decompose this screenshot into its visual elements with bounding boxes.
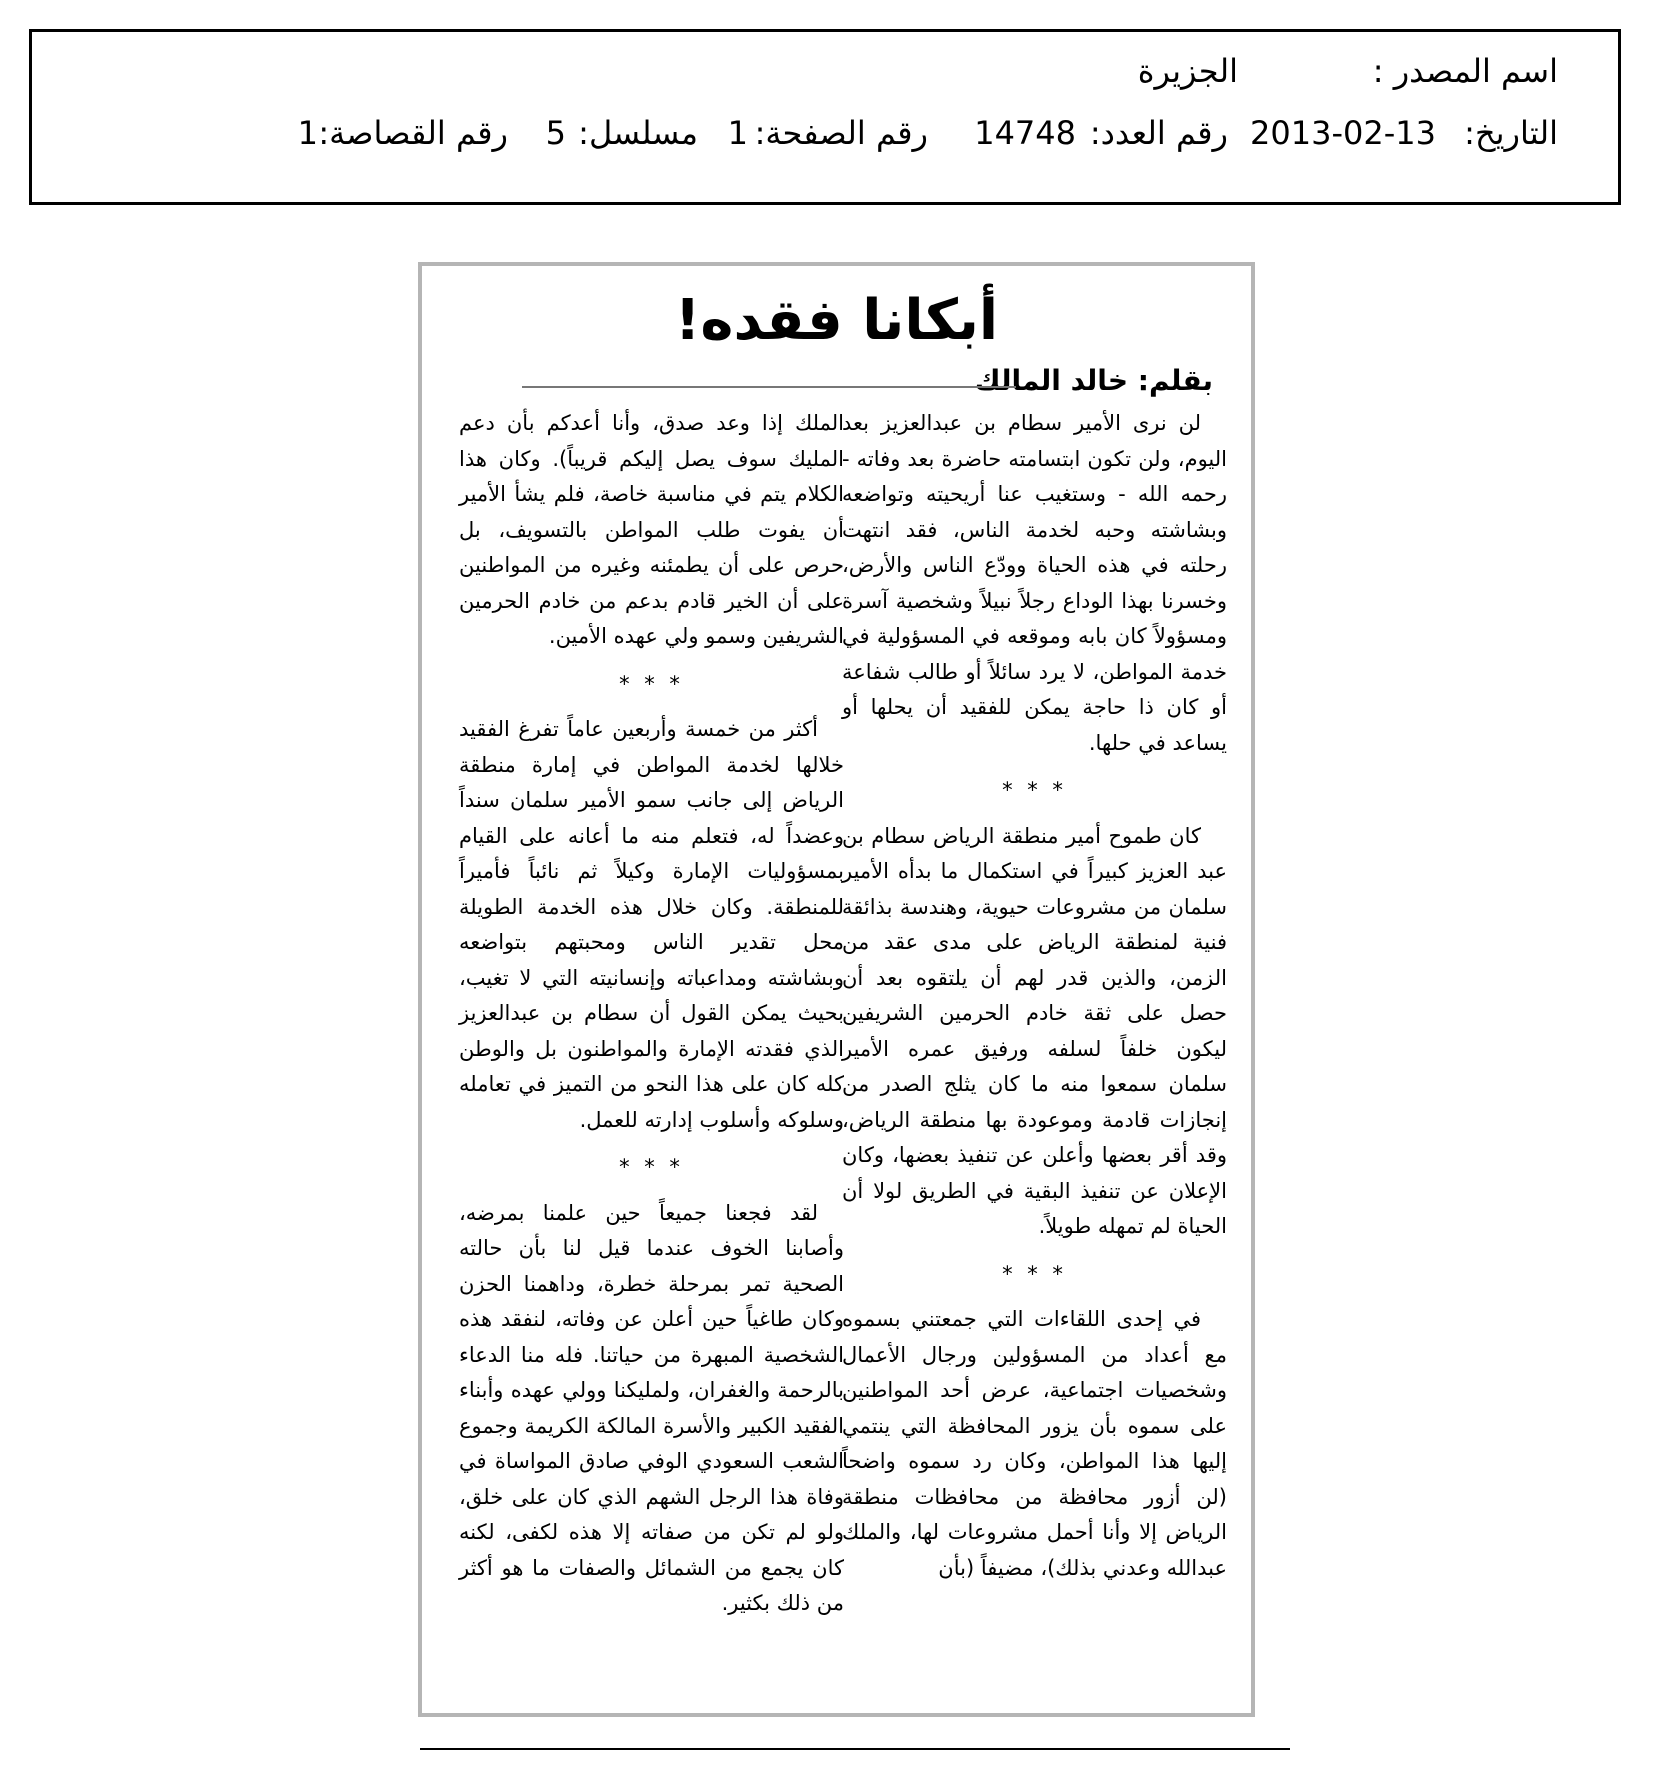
paragraph: في إحدى اللقاءات التي جمعتني بسموه مع أعداد من المسؤولين ورجال الأعمال وشخصيات اجتماعية، عرض أحد المواطنين على سموه بأن يزور المحافظة التي ينتمي إليها هذا المواطن، وكان رد سموه واضحاً (لن أزور محافظة من محافظات منطقة الرياض إلا وأنا أحمل مشروعات لها، والملك عبدالله وعدني بذلك)، مضيفاً (بأن <box>842 1307 1227 1580</box>
section-separator: * * * <box>619 671 684 696</box>
article-column-right <box>842 406 1227 1606</box>
bottom-rule <box>420 1748 1290 1750</box>
page-value: 1 <box>727 114 748 152</box>
article-title: أبكانا فقده! <box>674 288 999 353</box>
paragraph: أكثر من خمسة وأربعين عاماً تفرغ الفقيد خلالها لخدمة المواطن في إمارة منطقة الرياض إلى جانب سمو الأمير سلمان سنداً وعضداً له، فتعلم منه ما أعانه على القيام بمسؤوليات الإمارة وكيلاً ثم نائباً فأميراً للمنطقة. وكان خلال هذه الخدمة الطويلة محل تقدير الناس ومحبتهم بتواضعه وبشاشته ومداعباته وإنسانيته التي لا تغيب، بحيث يمكن القول أن سطام بن عبدالعزيز الذي فقدته الإمارة والمواطنون بل والوطن كله كان على هذا النحو من التميز في تعامله وسلوكه وأسلوب إدارته للعمل. <box>459 717 844 1132</box>
paragraph: كان طموح أمير منطقة الرياض سطام بن عبد العزيز كبيراً في استكمال ما بدأه الأمير سلمان من مشروعات حيوية، وهندسة بذائقة فنية لمنطقة الرياض على مدى عقد من الزمن، والذين قدر لهم أن يلتقوه بعد أن حصل على ثقة خادم الحرمين الشريفين ليكون خلفاً لسلفه ورفيق عمره الأمير سلمان سمعوا منه ما كان يثلج الصدر من إنجازات قادمة وموعودة بها منطقة الرياض، وقد أقر بعضها وأعلن عن تنفيذ بعضها، وكان الإعلان عن تنفيذ البقية في الطريق لولا أن الحياة لم تمهله طويلاً. <box>842 823 1227 1238</box>
source-label: اسم المصدر : <box>1372 52 1558 90</box>
article-byline: بقلم: خالد المالك <box>974 364 1213 397</box>
serial-value: 5 <box>545 114 566 152</box>
issue-value: 14748 <box>974 114 1076 152</box>
date-label: التاريخ: <box>1464 114 1558 152</box>
clipping-metadata-box <box>29 29 1621 205</box>
section-separator: * * * <box>1002 778 1067 802</box>
newspaper-clipping <box>418 262 1255 1717</box>
serial-label: مسلسل: <box>578 114 698 152</box>
page-label: رقم الصفحة: <box>754 114 928 152</box>
article-column-left <box>459 406 844 1642</box>
paragraph: الملك إذا وعد صدق، وأنا أعدكم بأن دعم المليك سوف يصل إليكم قريباً). وكان هذا الكلام يتم في مناسبة خاصة، فلم يشأ الأمير أن يفوت طلب المواطن بالتسويف، بل حرص على أن يطمئنه وغيره من المواطنين على أن الخير قادم بدعم من خادم الحرمين الشريفين وسمو ولي عهده الأمين. <box>459 411 844 648</box>
clip-value: 1 <box>297 114 318 152</box>
paragraph: لن نرى الأمير سطام بن عبدالعزيز بعد اليوم، ولن تكون ابتسامته حاضرة بعد وفاته - رحمه الله - وستغيب عنا أريحيته وتواضعه وبشاشته وحبه لخدمة الناس، فقد انتهت رحلته في هذه الحياة وودّع الناس والأرض، وخسرنا بهذا الوداع رجلاً نبيلاً وشخصية آسرة ومسؤولاً كان بابه وموقعه في المسؤولية في خدمة المواطن، لا يرد سائلاً أو طالب شفاعة أو كان ذا حاجة يمكن للفقيد أن يحلها أو يساعد في حلها. <box>842 411 1227 755</box>
section-separator: * * * <box>619 1155 684 1179</box>
byline-rule <box>522 386 1016 388</box>
paragraph: لقد فجعنا جميعاً حين علمنا بمرضه، وأصابنا الخوف عندما قيل لنا بأن حالته الصحية تمر بمرحلة خطرة، وداهمنا الحزن وكان طاغياً حين أعلن عن وفاته، لنفقد هذه الشخصية المبهرة من حياتنا. فله منا الدعاء بالرحمة والغفران، ولمليكنا وولي عهده وأبناء الفقيد الكبير والأسرة المالكة الكريمة وجموع الشعب السعودي الوفي صادق المواساة في وفاة هذا الرجل الشهم الذي كان على خلق، ولو لم تكن من صفاته إلا هذه لكفى، لكنه كان يجمع من الشمائل والصفات ما هو أكثر من ذلك بكثير. <box>459 1200 844 1615</box>
clip-label: رقم القصاصة: <box>318 114 508 152</box>
date-value: 2013-02-13 <box>1250 114 1436 152</box>
source-value: الجزيرة <box>1137 52 1238 90</box>
section-separator: * * * <box>1002 1261 1067 1286</box>
issue-label: رقم العدد: <box>1089 114 1228 152</box>
